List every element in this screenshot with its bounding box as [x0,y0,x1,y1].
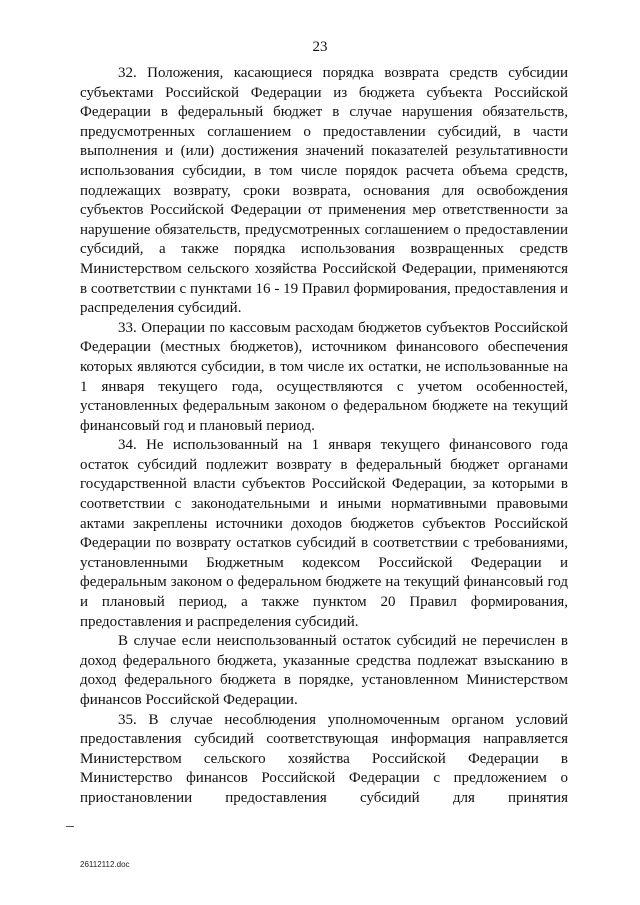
document-body [80,64,568,809]
paragraph-33: 33. Операции по кассовым расходам бюджетов субъектов Российской Федерации (местных бюджетов), источником финансового обеспечения которых являются субсидии, в том числе их остатки, не использованные на 1 января текущего года, осуществляются с учетом особенностей, установленных федеральным законом о федеральном бюджете на текущий финансовый год и плановый период. [80,319,568,434]
footer-filename: 26112112.doc [80,860,130,869]
paragraph-34-continuation: В случае если неиспользованный остаток субсидий не перечислен в доход федерального бюджета, указанные средства подлежат взысканию в доход федерального бюджета в порядке, установленном Министерством финансов Российской Федерации. [80,633,568,708]
paragraph-34: 34. Не использованный на 1 января текущего финансового года остаток субсидий подлежит возврату в федеральный бюджет органами государственной власти субъектов Российской Федерации, за которыми в соответствии с законодательными и иными нормативными правовыми актами закреплены источники доходов бюджетов субъектов Российской Федерации по возврату остатков субсидий в соответствии с требованиями, установленными Бюджетным кодексом Российской Федерации и федеральным законом о федеральном бюджете на текущий финансовый год и плановый период, а также пунктом 20 Правил формирования, предоставления и распределения субсидий. [80,437,568,630]
paragraph-35: 35. В случае несоблюдения уполномоченным органом условий предоставления субсидий соответствующая информация направляется Министерством сельского хозяйства Российской Федерации в Министерство финансов Российской Федерации с предложением о приостановлении предоставления субсидий для принятия [80,711,568,806]
page-number: 23 [312,39,328,55]
margin-tick-mark [66,826,74,827]
paragraph-32: 32. Положения, касающиеся порядка возврата средств субсидии субъектами Российской Федерации из бюджета субъекта Российской Федерации в федеральный бюджет в случае нарушения обязательств, предусмотренных соглашением о предоставлении субсидий, в части выполнения и (или) достижения значений показателей результативности использования субсидии, в том числе порядок расчета объема средств, подлежащих возврату, сроки возврата, основания для освобождения субъектов Российской Федерации от применения мер ответственности за нарушение обязательств, предусмотренных соглашением о предоставлении субсидий, а также порядка использования возвращенных средств Министерством сельского хозяйства Российской Федерации, применяются в соответствии с пунктами 16 - 19 Правил формирования, предоставления и распределения субсидий. [80,65,568,317]
